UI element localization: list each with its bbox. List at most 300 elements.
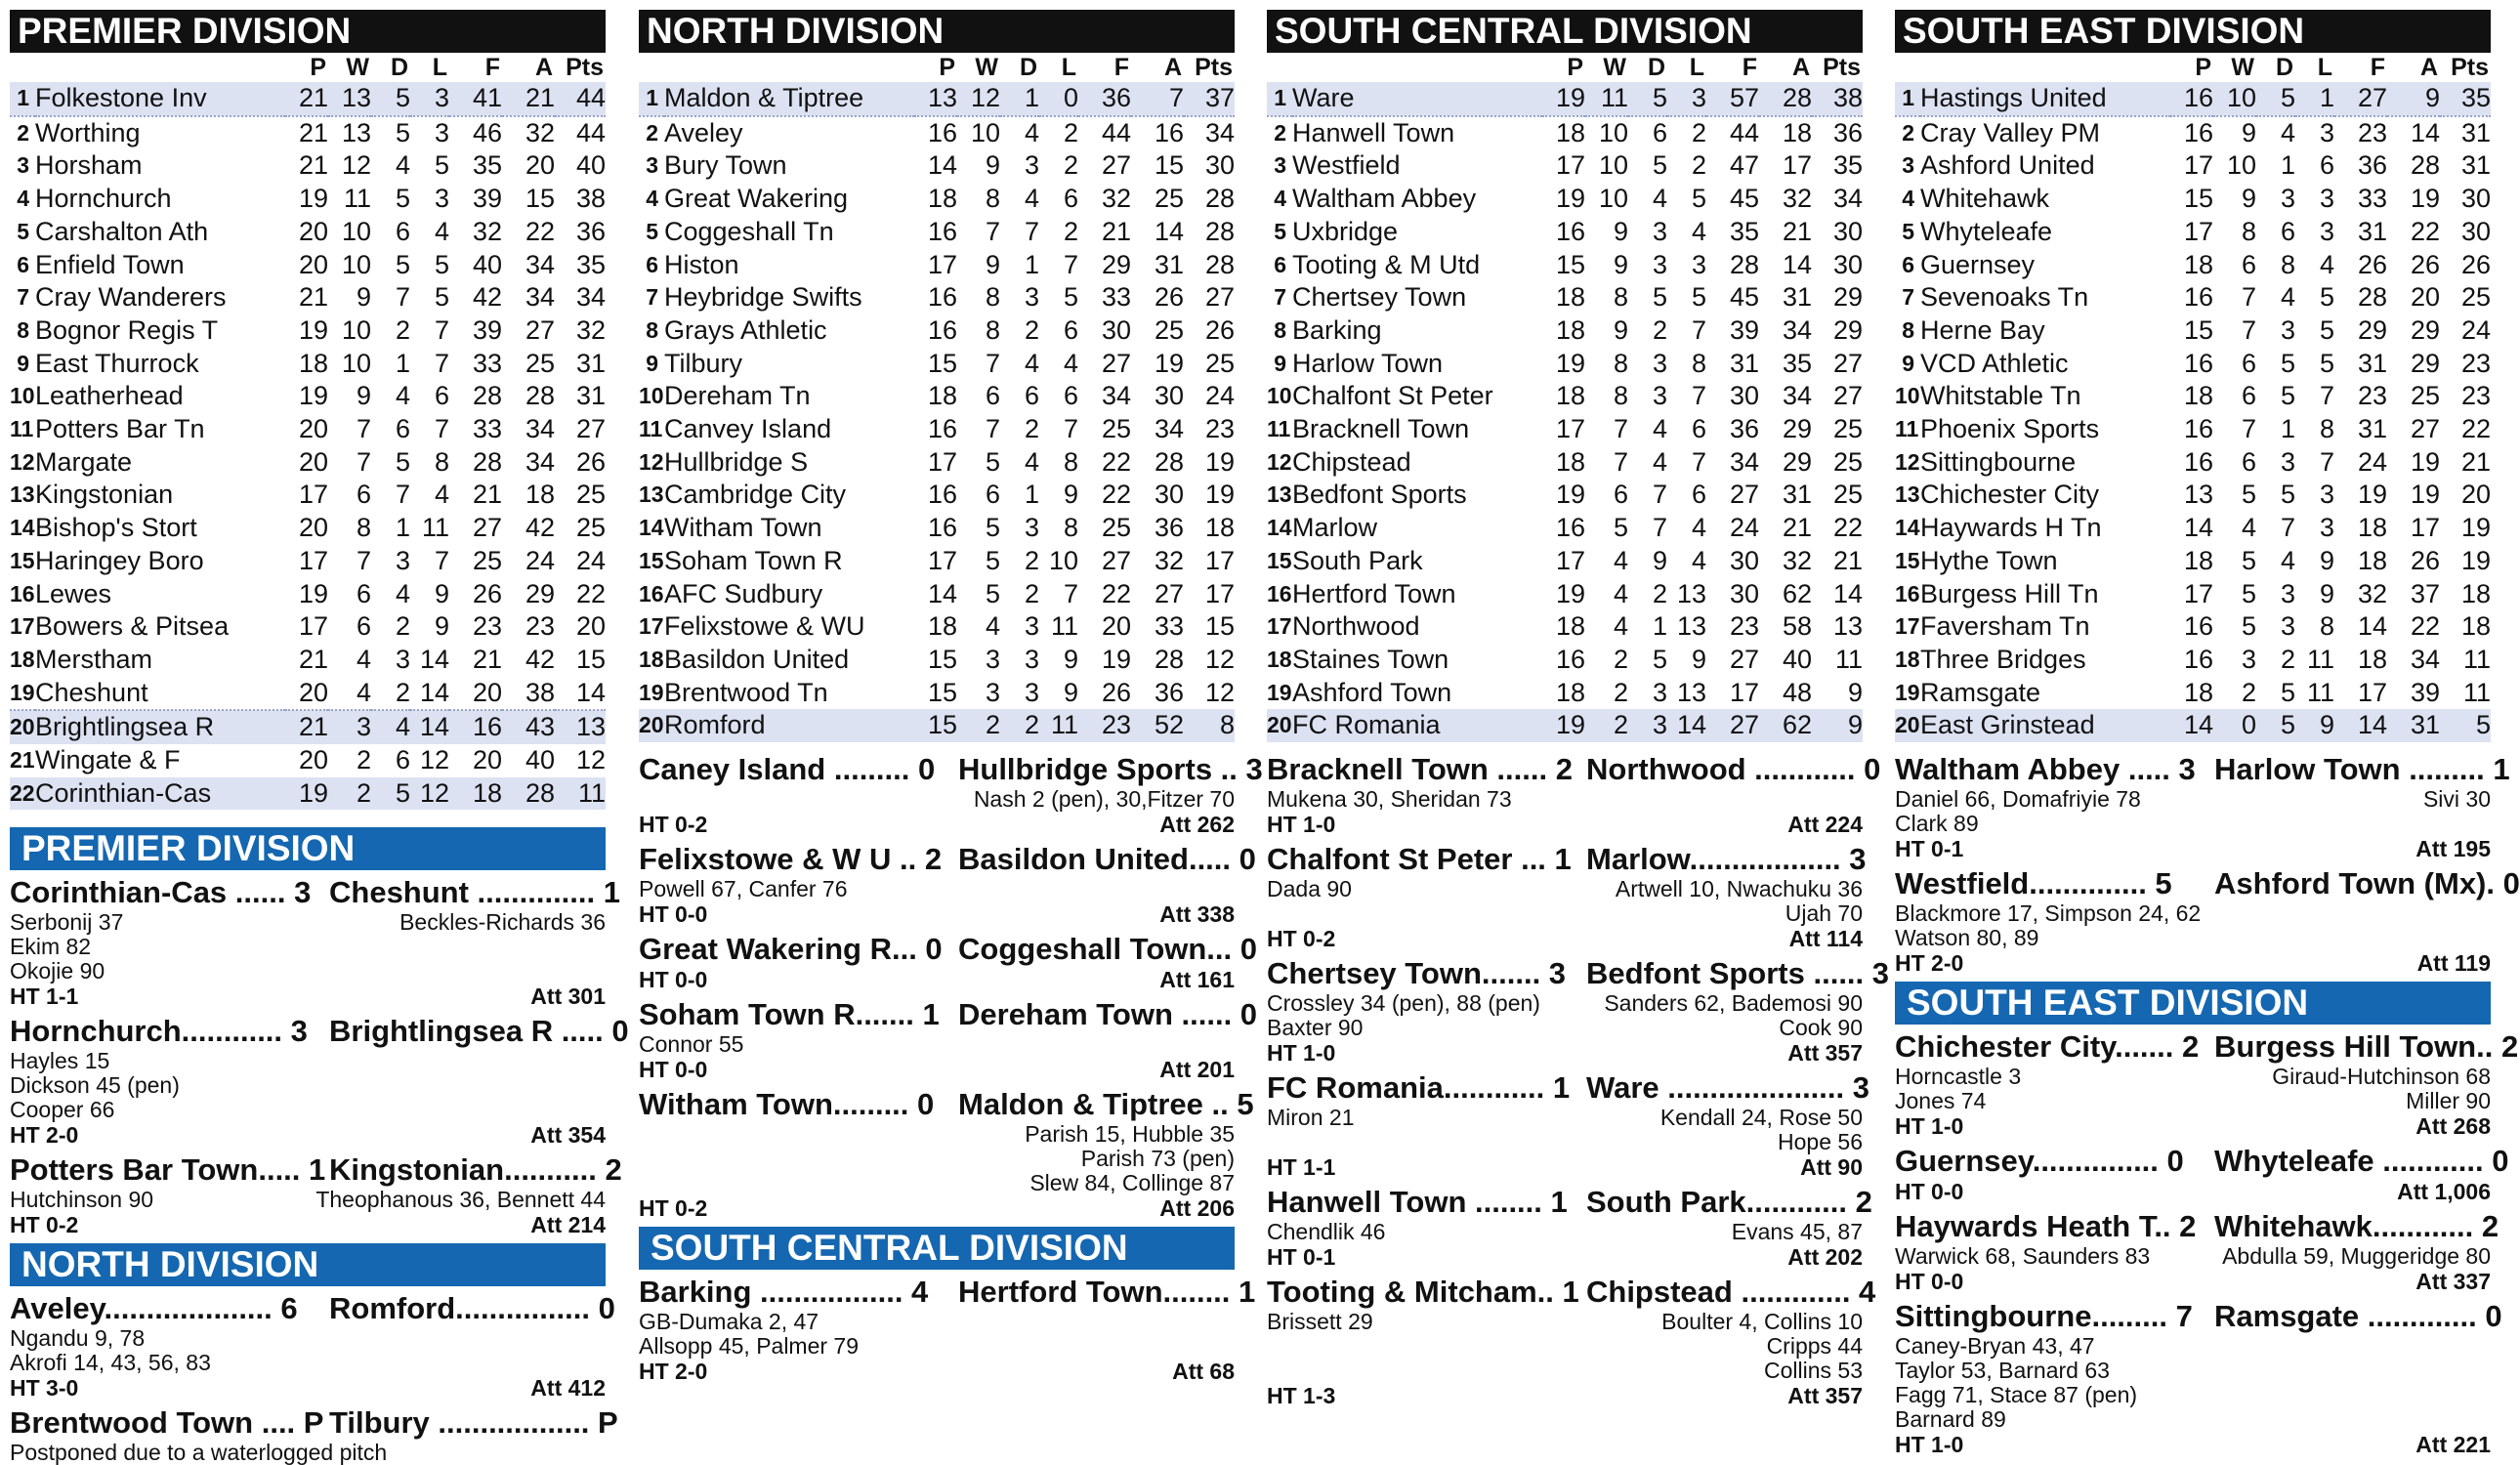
stat-f: 32 xyxy=(1101,184,1131,214)
scorer-line: Collins 53 xyxy=(1764,1358,1863,1384)
stat-a: 34 xyxy=(525,249,555,279)
position: 2 xyxy=(17,119,29,146)
position: 6 xyxy=(1902,251,1914,277)
away-team-score: Cheshunt .............. 1 xyxy=(329,875,620,910)
stat-f: 23 xyxy=(472,611,502,642)
away-scorers xyxy=(2193,1065,2491,1113)
header-blank xyxy=(1267,53,1292,82)
stat-a: 28 xyxy=(502,777,555,811)
away-team-score: Kingstonian........... 2 xyxy=(329,1152,622,1188)
position: 13 xyxy=(1267,481,1292,508)
scorer-line: Boulter 4, Collins 10 xyxy=(1661,1309,1863,1335)
half-time: HT 2-0 xyxy=(1895,950,1964,977)
table-row xyxy=(10,348,606,381)
away-team-score: Hertford Town........ 1 xyxy=(958,1275,1256,1310)
stat-p: 15 xyxy=(1555,249,1585,279)
match-footer xyxy=(639,901,1235,927)
match-result xyxy=(639,752,1263,838)
match-footer xyxy=(10,984,606,1009)
away-scorers xyxy=(1565,1220,1863,1244)
stat-f: 32 xyxy=(2357,578,2387,608)
header-a: A xyxy=(1163,53,1182,81)
scorer-line: Crossley 34 (pen), 88 (pen) xyxy=(1267,990,1540,1017)
scorers xyxy=(639,787,1235,812)
team-name: Dereham Tn xyxy=(664,381,811,411)
position: 8 xyxy=(1902,316,1914,343)
scorer-line: Cook 90 xyxy=(1779,1015,1863,1041)
stat-pts: 19 xyxy=(2460,545,2491,575)
stat-w: 3 xyxy=(328,710,371,744)
stat-f: 28 xyxy=(2357,282,2387,313)
position: 11 xyxy=(10,416,34,442)
stat-pts: 37 xyxy=(1184,82,1235,116)
table-row xyxy=(1267,512,1863,545)
stat-d: 3 xyxy=(1652,677,1667,707)
stat-f: 27 xyxy=(1101,348,1131,378)
position: 11 xyxy=(1267,416,1291,442)
stat-d: 1 xyxy=(2280,150,2295,181)
position: 4 xyxy=(1274,186,1286,212)
team-name: Marlow xyxy=(1292,513,1378,543)
attendance: Att 119 xyxy=(2416,950,2491,977)
stat-l: 6 xyxy=(1691,414,1706,444)
stat-w: 2 xyxy=(1613,644,1628,674)
stat-w: 7 xyxy=(356,414,371,444)
stat-d: 2 xyxy=(1024,578,1039,608)
home-team-score: Hanwell Town ........ 1 xyxy=(1267,1185,1568,1220)
attendance: Att 201 xyxy=(1159,1057,1235,1083)
scorer-line: Slew 84, Collinge 87 xyxy=(1029,1170,1235,1196)
away-team-score: Ashford Town (Mx). 0 xyxy=(2214,866,2520,901)
table-row xyxy=(1267,348,1863,381)
home-team-score: Guernsey............... 0 xyxy=(1895,1144,2184,1179)
stat-w: 4 xyxy=(2241,513,2256,543)
stat-a: 14 xyxy=(2410,117,2440,147)
position: 15 xyxy=(10,547,35,573)
attendance: Att 214 xyxy=(530,1212,606,1238)
stat-d: 1 xyxy=(395,348,410,378)
half-time: HT 0-0 xyxy=(639,1057,708,1083)
stat-f: 30 xyxy=(1101,314,1131,345)
stat-l: 10 xyxy=(1048,545,1078,575)
stat-w: 6 xyxy=(985,480,1000,510)
match-result xyxy=(639,1275,1256,1385)
position: 20 xyxy=(10,710,35,744)
score-line xyxy=(10,1152,622,1188)
position: 20 xyxy=(639,709,664,742)
table-row xyxy=(1895,216,2491,249)
home-team-score: Bracknell Town ...... 2 xyxy=(1267,752,1573,787)
team-name: Ashford United xyxy=(1920,150,2095,181)
stat-d: 3 xyxy=(2280,611,2295,642)
team-name: Cheshunt xyxy=(35,677,285,711)
home-team-score: Chichester City....... 2 xyxy=(1895,1029,2200,1065)
stat-pts: 44 xyxy=(555,82,606,116)
stat-a: 14 xyxy=(1782,249,1812,279)
stat-d: 4 xyxy=(1024,348,1039,378)
stat-a: 27 xyxy=(525,314,555,345)
home-scorers xyxy=(1267,1220,1565,1244)
home-team-score: Hornchurch............ 3 xyxy=(10,1014,308,1049)
stat-l: 7 xyxy=(434,348,449,378)
stat-a: 33 xyxy=(1154,611,1184,642)
stat-pts: 27 xyxy=(575,414,606,444)
stat-p: 18 xyxy=(2183,677,2213,707)
scorer-line: Ujah 70 xyxy=(1785,900,1863,927)
stat-w: 8 xyxy=(1613,348,1628,378)
team-name: Waltham Abbey xyxy=(1292,184,1477,214)
stat-d: 7 xyxy=(395,480,410,510)
stat-w: 10 xyxy=(1598,117,1628,147)
stat-w: 10 xyxy=(1598,150,1628,181)
premier-league-table xyxy=(10,53,606,810)
header-blank xyxy=(1292,53,1542,82)
position: 20 xyxy=(1895,709,1920,742)
table-row xyxy=(1895,413,2491,446)
stat-w: 7 xyxy=(356,545,371,575)
match-footer xyxy=(639,1359,1235,1384)
position: 17 xyxy=(1267,613,1292,640)
position: 3 xyxy=(646,152,658,179)
table-row xyxy=(639,380,1235,413)
stat-d: 3 xyxy=(1652,216,1667,246)
stat-pts: 27 xyxy=(1832,348,1863,378)
stat-d: 2 xyxy=(1652,578,1667,608)
table-row xyxy=(639,314,1235,348)
stat-pts: 15 xyxy=(575,644,606,674)
half-time: HT 0-2 xyxy=(639,1195,708,1222)
position: 5 xyxy=(1274,218,1286,244)
attendance: Att 357 xyxy=(1787,1040,1863,1067)
stat-w: 8 xyxy=(2241,216,2256,246)
half-time: HT 1-3 xyxy=(1267,1383,1336,1409)
match-footer xyxy=(1267,1244,1863,1270)
scorers xyxy=(639,1032,1235,1057)
stat-a: 34 xyxy=(525,282,555,313)
home-scorers xyxy=(1267,1106,1565,1154)
stat-f: 23 xyxy=(1729,611,1759,642)
team-name: AFC Sudbury xyxy=(664,578,823,608)
position: 16 xyxy=(1267,580,1292,607)
stat-d: 3 xyxy=(2280,314,2295,345)
away-team-score: Basildon United..... 0 xyxy=(958,842,1256,877)
stat-pts: 30 xyxy=(2460,216,2491,246)
table-row xyxy=(10,116,606,150)
stat-d: 6 xyxy=(395,414,410,444)
stat-l: 4 xyxy=(434,216,449,246)
scorer-line: Abdulla 59, Muggeridge 80 xyxy=(2222,1243,2491,1270)
home-scorers xyxy=(639,1032,937,1057)
stat-pts: 11 xyxy=(1834,644,1863,674)
stat-p: 14 xyxy=(927,150,957,181)
position: 9 xyxy=(17,350,29,376)
team-name: Kingstonian xyxy=(35,480,174,510)
stat-pts: 31 xyxy=(575,348,606,378)
stat-a: 14 xyxy=(1154,216,1184,246)
scorers xyxy=(1895,1065,2491,1113)
scorer-line: Blackmore 17, Simpson 24, 62 xyxy=(1895,900,2202,927)
stat-l: 7 xyxy=(434,545,449,575)
team-name: Haringey Boro xyxy=(35,545,204,575)
stat-l: 5 xyxy=(1691,282,1706,313)
match-result xyxy=(1267,1275,1876,1409)
stat-f: 24 xyxy=(1729,513,1759,543)
half-time: HT 0-2 xyxy=(639,812,708,838)
position: 10 xyxy=(1895,383,1920,409)
scorer-line: Barnard 89 xyxy=(1895,1406,2006,1433)
header-f: F xyxy=(484,53,500,81)
stat-pts: 28 xyxy=(1204,249,1235,279)
away-team-score: Hullbridge Sports .. 3 xyxy=(958,752,1263,787)
stat-w: 4 xyxy=(328,677,371,711)
table-header-row xyxy=(1267,53,1863,82)
stat-w: 8 xyxy=(1613,381,1628,411)
stat-a: 25 xyxy=(1154,184,1184,214)
stat-pts: 30 xyxy=(1832,249,1863,279)
stat-w: 6 xyxy=(985,381,1000,411)
team-name: Harlow Town xyxy=(1292,348,1444,378)
match-result xyxy=(639,842,1256,928)
stat-f: 45 xyxy=(1729,184,1759,214)
scorer-line: Taylor 53, Barnard 63 xyxy=(1895,1358,2110,1384)
stat-l: 14 xyxy=(419,644,449,674)
stat-l: 7 xyxy=(2319,446,2334,477)
scorer-line: Daniel 66, Domafriyie 78 xyxy=(1895,786,2141,813)
position: 15 xyxy=(1895,547,1920,573)
attendance: Att 412 xyxy=(530,1375,606,1402)
stat-f: 18 xyxy=(2357,644,2387,674)
away-team-score: Chipstead ............. 4 xyxy=(1586,1275,1876,1310)
header-p: P xyxy=(939,53,955,81)
header-pts: Pts xyxy=(566,53,604,81)
table-row xyxy=(10,149,606,183)
stat-a: 34 xyxy=(1782,381,1812,411)
stat-pts: 19 xyxy=(1204,446,1235,477)
stat-pts: 31 xyxy=(2460,150,2491,181)
scorer-line: Baxter 90 xyxy=(1267,1015,1364,1041)
score-line xyxy=(1895,752,2510,787)
stat-p: 16 xyxy=(2183,644,2213,674)
stat-f: 36 xyxy=(1078,82,1131,116)
stat-p: 19 xyxy=(1555,480,1585,510)
home-team-score: Tooting & Mitcham.. 1 xyxy=(1267,1275,1579,1310)
scorers xyxy=(1895,1334,2491,1432)
header-p: P xyxy=(2195,53,2211,81)
stat-pts: 19 xyxy=(1204,480,1235,510)
team-name: Cray Valley PM xyxy=(1920,117,2101,147)
table-row xyxy=(1267,249,1863,282)
stat-l: 4 xyxy=(434,480,449,510)
position: 18 xyxy=(1895,646,1920,672)
stat-a: 30 xyxy=(1154,381,1184,411)
stat-l: 5 xyxy=(2319,348,2334,378)
scorers xyxy=(1267,1310,1863,1383)
half-time: HT 0-2 xyxy=(1267,926,1336,952)
stat-pts: 32 xyxy=(575,314,606,345)
scorer-line: Evans 45, 87 xyxy=(1731,1219,1863,1245)
position: 8 xyxy=(1274,316,1286,343)
position: 3 xyxy=(17,152,29,179)
team-name: Sittingbourne xyxy=(1920,446,2077,477)
team-name: East Thurrock xyxy=(35,348,199,378)
scorer-line: Jones 74 xyxy=(1895,1088,1987,1114)
team-name: Haywards H Tn xyxy=(1920,513,2102,543)
stat-pts: 38 xyxy=(1812,82,1863,116)
stat-d: 4 xyxy=(1024,117,1039,147)
team-name: Grays Athletic xyxy=(664,314,827,345)
stat-l: 5 xyxy=(434,249,449,279)
stat-f: 41 xyxy=(449,82,502,116)
half-time: HT 1-0 xyxy=(1267,1040,1336,1067)
stat-p: 15 xyxy=(914,709,957,742)
scorers xyxy=(639,1122,1235,1195)
home-scorers xyxy=(1267,787,1565,812)
position: 4 xyxy=(1902,186,1914,212)
match-result xyxy=(1895,1209,2499,1295)
stat-d: 5 xyxy=(395,117,410,147)
stat-p: 16 xyxy=(2170,82,2213,116)
position: 2 xyxy=(1902,119,1914,146)
stat-w: 2 xyxy=(1585,709,1628,742)
stat-l: 7 xyxy=(1691,381,1706,411)
table-row xyxy=(1895,116,2491,150)
team-name: Hanwell Town xyxy=(1292,117,1455,147)
table-row xyxy=(1895,545,2491,578)
stat-w: 8 xyxy=(985,184,1000,214)
stat-pts: 26 xyxy=(1204,314,1235,345)
match-result xyxy=(1895,1144,2509,1205)
stat-p: 16 xyxy=(2183,348,2213,378)
position: 1 xyxy=(10,82,35,116)
stat-p: 19 xyxy=(298,381,328,411)
home-team-score: Westfield.............. 5 xyxy=(1895,866,2172,901)
team-name: Leatherhead xyxy=(35,381,184,411)
stat-l: 7 xyxy=(1691,446,1706,477)
stat-d: 3 xyxy=(395,644,410,674)
stat-p: 20 xyxy=(298,513,328,543)
table-row xyxy=(639,413,1235,446)
stat-f: 28 xyxy=(1729,249,1759,279)
header-pts: Pts xyxy=(2451,53,2489,81)
table-row xyxy=(639,677,1235,710)
home-scorers xyxy=(10,1326,308,1375)
attendance: Att 337 xyxy=(2415,1269,2491,1295)
team-name: Worthing xyxy=(35,117,141,147)
stat-p: 21 xyxy=(298,644,328,674)
stat-l: 7 xyxy=(434,314,449,345)
stat-w: 12 xyxy=(341,150,371,181)
stat-p: 16 xyxy=(1555,644,1585,674)
attendance: Att 224 xyxy=(1787,812,1863,838)
stat-l: 5 xyxy=(2319,282,2334,313)
position: 12 xyxy=(1895,448,1920,475)
stat-a: 62 xyxy=(1759,709,1812,742)
attendance: Att 90 xyxy=(1800,1154,1863,1181)
stat-p: 15 xyxy=(2183,184,2213,214)
table-row xyxy=(1895,578,2491,611)
stat-w: 2 xyxy=(328,777,371,811)
stat-l: 3 xyxy=(1691,249,1706,279)
stat-d: 5 xyxy=(1652,150,1667,181)
stat-pts: 15 xyxy=(1204,611,1235,642)
stat-pts: 28 xyxy=(1204,216,1235,246)
stat-d: 2 xyxy=(2280,644,2295,674)
stat-d: 1 xyxy=(2280,414,2295,444)
stat-p: 15 xyxy=(927,644,957,674)
position: 4 xyxy=(646,186,658,212)
team-name: East Grinstead xyxy=(1920,709,2170,742)
stat-l: 3 xyxy=(410,82,449,116)
team-name: Lewes xyxy=(35,578,112,608)
stat-pts: 20 xyxy=(2460,480,2491,510)
stat-p: 17 xyxy=(298,480,328,510)
stat-l: 11 xyxy=(1039,709,1078,742)
stat-f: 17 xyxy=(2357,677,2387,707)
stat-w: 3 xyxy=(985,677,1000,707)
score-line xyxy=(10,1405,618,1441)
stat-p: 17 xyxy=(2183,216,2213,246)
stat-p: 17 xyxy=(2183,150,2213,181)
table-row xyxy=(1267,281,1863,314)
stat-w: 7 xyxy=(1613,414,1628,444)
header-d: D xyxy=(1019,53,1037,81)
stat-p: 13 xyxy=(914,82,957,116)
stat-d: 3 xyxy=(1024,150,1039,181)
table-row xyxy=(1895,380,2491,413)
stat-p: 16 xyxy=(2183,414,2213,444)
team-name: Carshalton Ath xyxy=(35,216,209,246)
position: 22 xyxy=(10,777,35,811)
stat-a: 19 xyxy=(2410,480,2440,510)
premier-table-header: PREMIER DIVISION xyxy=(10,10,606,53)
away-scorers xyxy=(2193,787,2491,836)
stat-pts: 18 xyxy=(2460,611,2491,642)
scorer-line: Fagg 71, Stace 87 (pen) xyxy=(1895,1382,2138,1408)
team-name: Burgess Hill Tn xyxy=(1920,578,2099,608)
table-row xyxy=(10,413,606,446)
stat-l: 14 xyxy=(410,710,449,744)
match-footer xyxy=(1267,926,1863,951)
stat-f: 18 xyxy=(2357,545,2387,575)
stat-pts: 13 xyxy=(1832,611,1863,642)
stat-f: 57 xyxy=(1706,82,1759,116)
stat-p: 19 xyxy=(1555,578,1585,608)
stat-f: 33 xyxy=(472,414,502,444)
away-scorers xyxy=(1565,787,1863,812)
table-row xyxy=(639,249,1235,282)
table-row xyxy=(10,281,606,314)
team-name: Corinthian-Cas xyxy=(35,777,285,811)
stat-pts: 11 xyxy=(2462,677,2491,707)
stat-pts: 12 xyxy=(1204,644,1235,674)
match-footer xyxy=(639,1195,1235,1221)
away-team-score: Maldon & Tiptree .. 5 xyxy=(958,1087,1254,1122)
stat-w: 5 xyxy=(985,513,1000,543)
stat-d: 4 xyxy=(395,381,410,411)
premier-results xyxy=(10,875,629,1238)
stat-f: 18 xyxy=(2357,513,2387,543)
stat-l: 0 xyxy=(1039,82,1078,116)
table-row xyxy=(1895,249,2491,282)
home-scorers xyxy=(639,877,937,901)
away-scorers xyxy=(2193,1334,2491,1432)
half-time: HT 2-0 xyxy=(10,1122,79,1149)
stat-f: 28 xyxy=(472,446,502,477)
position: 6 xyxy=(17,251,29,277)
stat-w: 7 xyxy=(2241,282,2256,313)
stat-pts: 25 xyxy=(2460,282,2491,313)
position: 20 xyxy=(1267,709,1292,742)
